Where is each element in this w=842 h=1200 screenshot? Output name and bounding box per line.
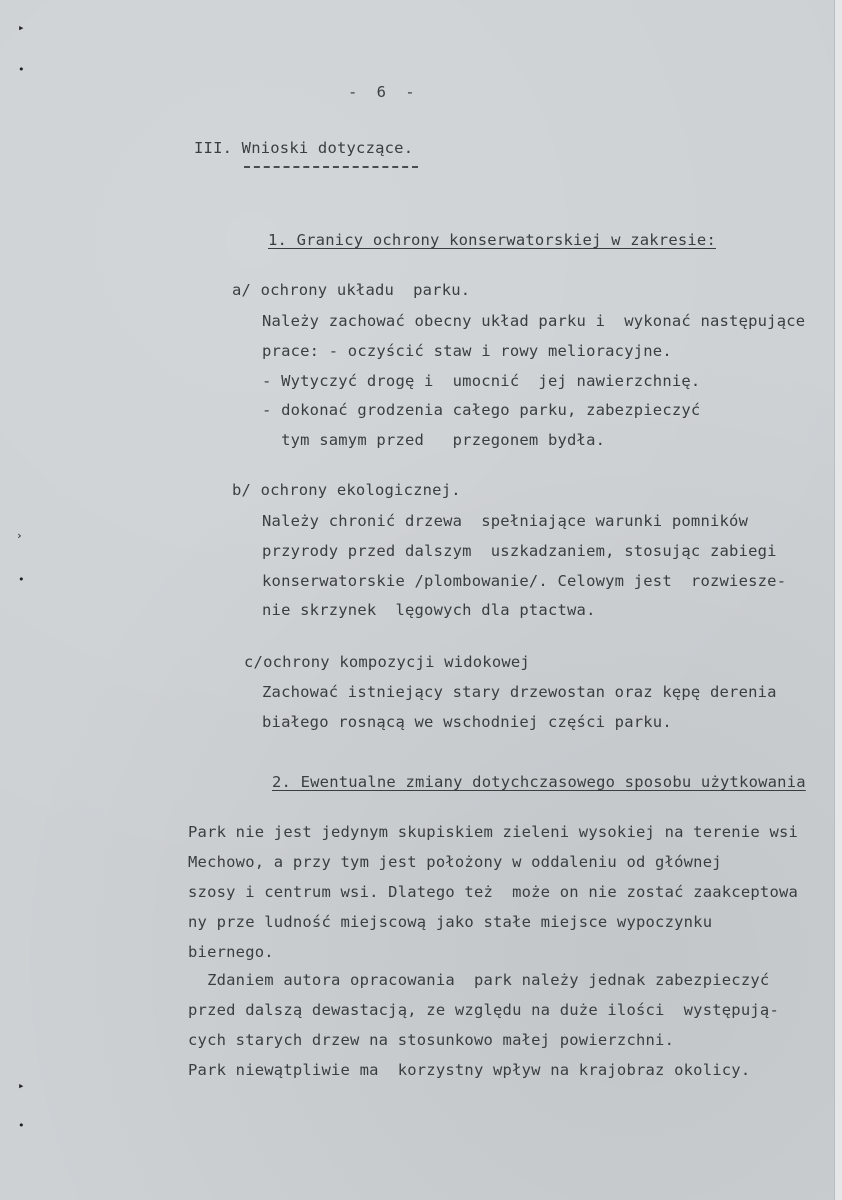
heading-protection-scope: 1. Granicy ochrony konserwatorskiej w zakresie: xyxy=(268,231,716,249)
paragraph-line: szosy i centrum wsi. Dlatego też może on nie zostać zaakceptowa xyxy=(188,883,799,901)
item-a-line: - Wytyczyć drogę i umocnić jej nawierzchnię. xyxy=(262,372,701,390)
paragraph-line: Mechowo, a przy tym jest położony w oddaleniu od głównej xyxy=(188,853,722,871)
margin-mark: • xyxy=(18,573,25,586)
paragraph-line: Park niewątpliwie ma korzystny wpływ na krajobraz okolicy. xyxy=(188,1061,751,1079)
item-b-line: przyrody przed dalszym uszkadzaniem, stosując zabiegi xyxy=(262,542,777,560)
item-a-line: Należy zachować obecny układ parku i wykonać następujące xyxy=(262,312,806,330)
margin-mark: ▸ xyxy=(18,1079,25,1092)
margin-mark: • xyxy=(18,1119,25,1132)
item-c-line: Zachować istniejący stary drzewostan oraz kępę derenia xyxy=(262,683,777,701)
section-title: III. Wnioski dotyczące. xyxy=(194,139,414,157)
paragraph-line: Zdaniem autora opracowania park należy jednak zabezpieczyć xyxy=(188,971,770,989)
paragraph-line: przed dalszą dewastacją, ze względu na duże ilości występują- xyxy=(188,1001,779,1019)
margin-mark: • xyxy=(18,63,25,76)
item-b-label: b/ ochrony ekologicznej. xyxy=(232,481,461,499)
item-c-line: białego rosnącą we wschodniej części parku. xyxy=(262,713,672,731)
item-b-line: konserwatorskie /plombowanie/. Celowym jest rozwiesze- xyxy=(262,572,787,590)
item-c-label: c/ochrony kompozycji widokowej xyxy=(244,653,530,671)
item-b-line: Należy chronić drzewa spełniające warunki pomników xyxy=(262,512,749,530)
heading-usage-changes: 2. Ewentualne zmiany dotychczasowego sposobu użytkowania xyxy=(272,773,806,791)
page-edge xyxy=(834,0,842,1200)
page-number: - 6 - xyxy=(348,83,415,101)
item-a-line: - dokonać grodzenia całego parku, zabezpieczyć xyxy=(262,401,701,419)
margin-mark: › xyxy=(16,529,23,542)
paragraph-line: biernego. xyxy=(188,943,274,961)
paragraph-line: cych starych drzew na stosunkowo małej powierzchni. xyxy=(188,1031,675,1049)
title-underline xyxy=(244,166,418,168)
item-b-line: nie skrzynek lęgowych dla ptactwa. xyxy=(262,601,596,619)
paragraph-line: Park nie jest jedynym skupiskiem zieleni wysokiej na terenie wsi xyxy=(188,823,799,841)
item-a-line: tym samym przed przegonem bydła. xyxy=(262,431,606,449)
paragraph-line: ny prze ludność miejscową jako stałe miejsce wypoczynku xyxy=(188,913,713,931)
item-a-line: prace: - oczyścić staw i rowy melioracyjne. xyxy=(262,342,672,360)
item-a-label: a/ ochrony układu parku. xyxy=(232,281,471,299)
margin-mark: ▸ xyxy=(18,21,25,34)
